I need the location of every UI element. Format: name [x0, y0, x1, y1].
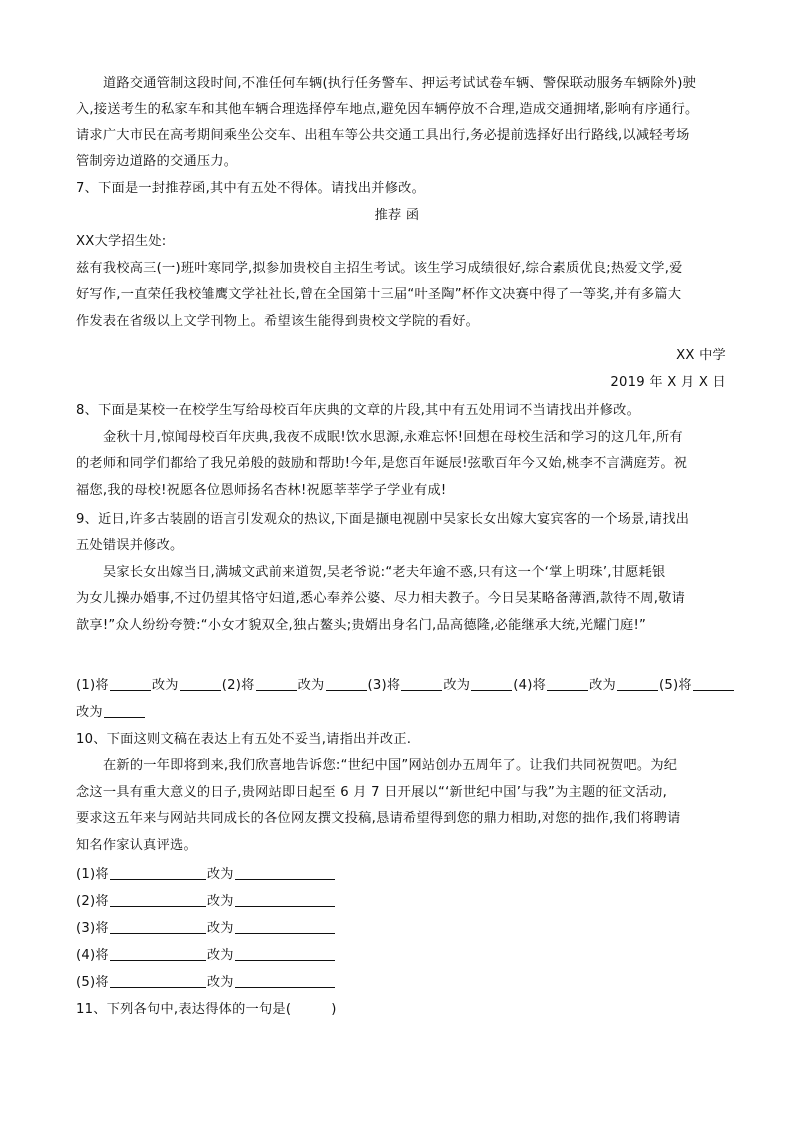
answer-blank[interactable] — [617, 677, 658, 691]
answer-blank[interactable] — [110, 893, 206, 907]
q8-body-2: 的老师和同学们都给了我兄弟般的鼓励和帮助!今年,是您百年诞辰!弦歌百年今又始,桃李不言满庭芳。祝 — [76, 456, 688, 471]
q10-body-1: 在新的一年即将到来,我们欣喜地告诉您:“世纪中国”网站创办五周年了。让我们共同祝贺吧。为纪 — [103, 758, 678, 773]
q7-prompt: 7、下面是一封推荐函,其中有五处不得体。请找出并修改。 — [76, 181, 426, 196]
answer-blank[interactable] — [110, 974, 206, 988]
q10-body-4: 知名作家认真评选。 — [76, 838, 197, 853]
q10-answer-row — [76, 973, 726, 993]
change-label: 改为 — [206, 894, 234, 909]
q10-answer-row — [76, 946, 726, 966]
q10-answer-row — [76, 892, 726, 912]
q10-answer-row — [76, 919, 726, 939]
q8-prompt: 8、下面是某校一在校学生写给母校百年庆典的文章的片段,其中有五处用词不当请找出并修改。 — [76, 403, 641, 418]
fill-label: (2)将 — [221, 678, 255, 693]
answer-blank[interactable] — [110, 920, 206, 934]
letter-salutation: XX大学招生处: — [76, 234, 167, 249]
answer-blank[interactable] — [104, 704, 145, 718]
q10-body-2: 念这一具有重大意义的日子,贵网站即日起至 6 月 7 日开展以“‘新世纪中国’与我”为主题的征文活动, — [76, 785, 668, 800]
answer-blank[interactable] — [401, 677, 442, 691]
q8-body-1: 金秋十月,惊闻母校百年庆典,我夜不成眠!饮水思源,永难忘怀!回想在母校生活和学习的这几年,所有 — [103, 430, 683, 445]
q10-body-3: 要求这五年来与网站共同成长的各位网友撰文投稿,恳请希望得到您的鼎力相助,对您的拙作,我们将聘请 — [76, 811, 681, 826]
answer-blank[interactable] — [471, 677, 512, 691]
q8-body-3: 福您,我的母校!祝愿各位恩师扬名杏林!祝愿莘莘学子学业有成! — [76, 483, 447, 498]
letter-date: 2019 年 X 月 X 日 — [610, 375, 726, 390]
answer-blank[interactable] — [235, 866, 335, 880]
take-label: (2)将 — [76, 894, 109, 909]
fill-label: 改为 — [76, 705, 103, 720]
fill-label: (5)将 — [659, 678, 692, 693]
letter-body-3: 作发表在省级以上文学刊物上。希望该生能得到贵校文学院的看好。 — [76, 314, 480, 329]
q6-line-2: 入,接送考生的私家车和其他车辆合理选择停车地点,避免因车辆停放不合理,造成交通拥堵,影响有序通行。 — [76, 102, 699, 117]
take-label: (4)将 — [76, 948, 109, 963]
answer-blank[interactable] — [326, 677, 367, 691]
answer-blank[interactable] — [110, 947, 206, 961]
q9-prompt-1: 9、近日,许多古装剧的语言引发观众的热议,下面是撷电视剧中吴家长女出嫁大宴宾客的一个场景,请找出 — [76, 512, 690, 527]
q9-prompt-2: 五处错误并修改。 — [76, 538, 184, 553]
fill-label: 改为 — [151, 678, 179, 693]
letter-signature: XX 中学 — [676, 348, 726, 363]
answer-blank[interactable] — [180, 677, 221, 691]
fill-label: 改为 — [297, 678, 325, 693]
letter-title: 推荐 函 — [374, 208, 420, 223]
answer-blank[interactable] — [235, 947, 335, 961]
fill-label: (4)将 — [513, 678, 547, 693]
q9-fill-row-2 — [76, 703, 726, 723]
change-label: 改为 — [206, 975, 234, 990]
answer-blank[interactable] — [235, 920, 335, 934]
change-label: 改为 — [206, 921, 234, 936]
q9-body-2: 为女儿操办婚事,不过仍望其恪守妇道,悉心奉养公婆、尽力相夫教子。今日吴某略备薄酒,款待不周,敬请 — [76, 591, 686, 606]
letter-body-2: 好写作,一直荣任我校雏鹰文学社社长,曾在全国第十三届“叶圣陶”杯作文决赛中得了一等奖,并有多篇大 — [76, 287, 682, 302]
q10-answer-row — [76, 865, 726, 885]
answer-blank[interactable] — [235, 893, 335, 907]
answer-blank[interactable] — [235, 974, 335, 988]
take-label: (1)将 — [76, 867, 109, 882]
answer-blank[interactable] — [110, 866, 206, 880]
q11-prompt — [76, 1000, 726, 1020]
fill-label: (1)将 — [76, 678, 109, 693]
letter-body-1: 兹有我校高三(一)班叶寒同学,拟参加贵校自主招生考试。该生学习成绩很好,综合素质优良;热爱文学,爱 — [76, 261, 683, 276]
q9-fill-row — [76, 676, 726, 696]
answer-blank[interactable] — [256, 677, 297, 691]
fill-label: 改为 — [589, 678, 616, 693]
q6-line-1: 道路交通管制这段时间,不准任何车辆(执行任务警车、押运考试试卷车辆、警保联动服务车辆除外)驶 — [103, 76, 697, 91]
q10-prompt: 10、下面这则文稿在表达上有五处不妥当,请指出并改正. — [76, 732, 412, 747]
answer-blank[interactable] — [110, 677, 151, 691]
q11-prompt-text: 11、下列各句中,表达得体的一句是( — [76, 1002, 292, 1017]
fill-label: (3)将 — [367, 678, 401, 693]
q11-paren-close: ) — [331, 1002, 337, 1017]
q6-line-4: 管制旁边道路的交通压力。 — [76, 154, 238, 169]
change-label: 改为 — [206, 867, 234, 882]
answer-blank[interactable] — [547, 677, 588, 691]
change-label: 改为 — [206, 948, 234, 963]
fill-label: 改为 — [443, 678, 471, 693]
q9-body-1: 吴家长女出嫁当日,满城文武前来道贺,吴老爷说:“老夫年逾不惑,只有这一个‘掌上明珠’,甘愿耗银 — [103, 565, 666, 580]
q9-body-3: 歆享!”众人纷纷夸赞:“小女才貌双全,独占鳌头;贵婿出身名门,品高德隆,必能继承大统,光耀门庭!” — [76, 618, 647, 633]
answer-blank[interactable] — [693, 677, 734, 691]
take-label: (3)将 — [76, 921, 109, 936]
q6-line-3: 请求广大市民在高考期间乘坐公交车、出租车等公共交通工具出行,务必提前选择好出行路线,以减轻考场 — [76, 128, 690, 143]
take-label: (5)将 — [76, 975, 109, 990]
